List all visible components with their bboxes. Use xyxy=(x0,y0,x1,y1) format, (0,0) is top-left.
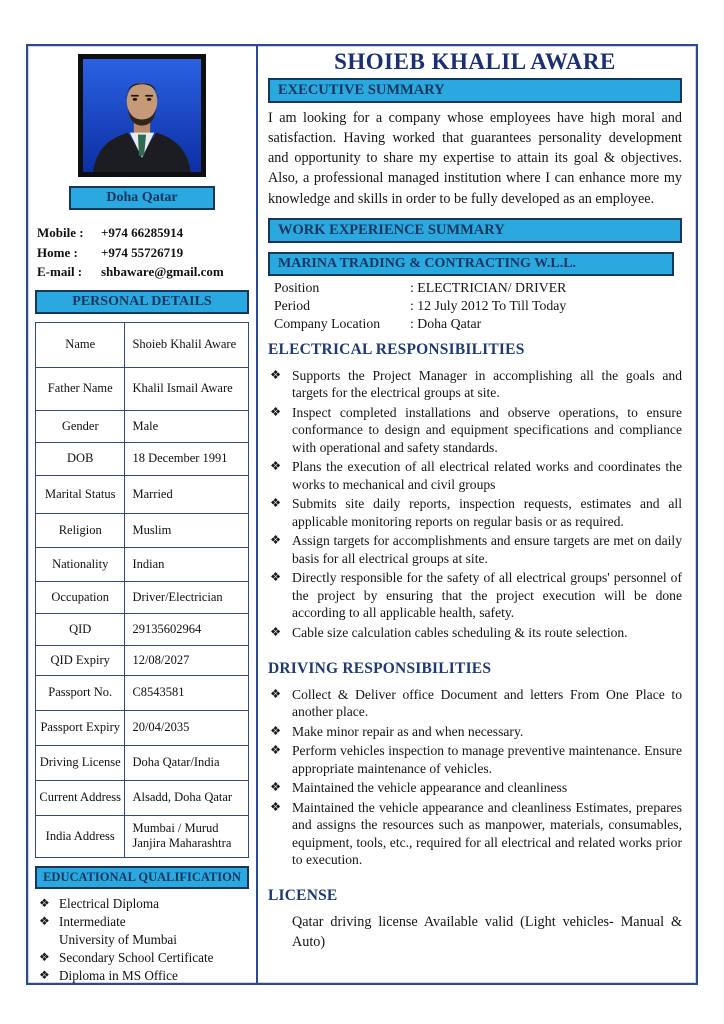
education-item: Intermediate xyxy=(59,913,126,929)
responsibility-text: Perform vehicles inspection to manage preventive maintenance. Ensure appropriate maintenance of vehicles. xyxy=(292,743,682,776)
contact-home xyxy=(37,243,251,263)
diamond-bullet-icon: ❖ xyxy=(39,895,50,910)
left-column xyxy=(28,46,258,983)
personal-details-table xyxy=(35,322,249,858)
education-item: Electrical Diploma xyxy=(59,895,159,911)
detail-value: 12/08/2027 xyxy=(125,645,249,675)
field-value: : Doha Qatar xyxy=(410,315,482,331)
responsibility-item xyxy=(268,742,682,777)
table-row xyxy=(36,410,249,442)
detail-label: Passport Expiry xyxy=(36,710,125,745)
table-row xyxy=(36,475,249,513)
detail-value: Alsadd, Doha Qatar xyxy=(125,780,249,815)
responsibility-item xyxy=(268,686,682,721)
responsibility-text: Supports the Project Manager in accomplishing all the goals and targets for the electrical groups at site. xyxy=(292,367,682,401)
portrait-illustration xyxy=(83,59,201,172)
field-label: Company Location xyxy=(274,315,381,331)
education-item: Secondary School Certificate xyxy=(59,950,214,966)
detail-label: Nationality xyxy=(36,547,125,581)
electrical-responsibilities-list xyxy=(268,367,682,642)
detail-label: Current Address xyxy=(36,780,125,815)
detail-label: Religion xyxy=(36,513,125,547)
responsibility-item xyxy=(268,723,682,741)
diamond-bullet-icon: ❖ xyxy=(270,459,282,474)
responsibility-item xyxy=(268,799,682,869)
detail-label: Passport No. xyxy=(36,675,125,710)
field-label: Position xyxy=(274,279,320,295)
responsibility-text: Maintained the vehicle appearance and cleanliness Estimates, prepares and assigns the resources such as manpower, materials, consumables, equipment, tools, etc., required for all electrical and related works prior to execution. xyxy=(292,799,682,868)
list-item xyxy=(39,931,251,949)
detail-label: Occupation xyxy=(36,581,125,613)
diamond-bullet-icon: ❖ xyxy=(270,533,282,548)
detail-label: India Address xyxy=(36,815,125,857)
field-period xyxy=(274,297,682,315)
driving-responsibilities-heading: DRIVING RESPONSIBILITIES xyxy=(268,659,492,677)
detail-label: Gender xyxy=(36,410,125,442)
table-row xyxy=(36,645,249,675)
detail-value: 29135602964 xyxy=(125,613,249,645)
diamond-bullet-icon: ❖ xyxy=(270,686,282,701)
contact-email xyxy=(37,262,251,282)
detail-label: Driving License xyxy=(36,745,125,780)
detail-value: Muslim xyxy=(125,513,249,547)
field-location xyxy=(274,315,682,333)
company-heading: MARINA TRADING & CONTRACTING W.L.L. xyxy=(268,252,674,276)
contact-mobile xyxy=(37,223,251,243)
table-row xyxy=(36,780,249,815)
detail-value: Indian xyxy=(125,547,249,581)
responsibility-text: Plans the execution of all electrical related works and coordinates the works to mechanical and civil groups xyxy=(292,459,682,492)
diamond-bullet-icon: ❖ xyxy=(270,496,282,511)
table-row xyxy=(36,322,249,367)
education-list xyxy=(33,895,251,984)
responsibility-item xyxy=(268,495,682,530)
list-item xyxy=(39,949,251,967)
detail-label: QID Expiry xyxy=(36,645,125,675)
table-row xyxy=(36,367,249,410)
table-row xyxy=(36,442,249,475)
detail-value: Doha Qatar/India xyxy=(125,745,249,780)
location-badge: Doha Qatar xyxy=(69,186,215,210)
responsibility-item xyxy=(268,779,682,797)
diamond-bullet-icon: ❖ xyxy=(270,570,282,585)
detail-value: 20/04/2035 xyxy=(125,710,249,745)
list-item xyxy=(39,895,251,913)
table-row xyxy=(36,675,249,710)
diamond-bullet-icon: ❖ xyxy=(270,624,282,639)
contact-mobile-label: Mobile : xyxy=(37,225,84,240)
job-fields xyxy=(274,279,682,333)
detail-value: 18 December 1991 xyxy=(125,442,249,475)
education-heading: EDUCATIONAL QUALIFICATION xyxy=(35,866,249,889)
contact-home-value: +974 55726719 xyxy=(101,244,184,260)
detail-label: Father Name xyxy=(36,367,125,410)
responsibility-item xyxy=(268,404,682,457)
responsibility-text: Make minor repair as and when necessary. xyxy=(292,723,524,739)
portrait-photo xyxy=(78,54,206,177)
contact-block xyxy=(33,223,251,290)
executive-summary-text: I am looking for a company whose employees have high moral and satisfaction. Having worked that guarantees personality development and opportunity to share my expertise to attain its goal & objectives. Also, a professional managed institution where I can enhance more my knowledge and skills in order to be fully developed as an employee. xyxy=(268,110,682,207)
electrical-responsibilities-heading: ELECTRICAL RESPONSIBILITIES xyxy=(268,340,525,358)
field-value: : ELECTRICIAN/ DRIVER xyxy=(410,279,567,295)
diamond-bullet-icon: ❖ xyxy=(270,404,282,419)
education-item: Diploma in MS Office xyxy=(59,968,178,983)
detail-label: Marital Status xyxy=(36,475,125,513)
detail-value: Shoieb Khalil Aware xyxy=(125,322,249,367)
diamond-bullet-icon: ❖ xyxy=(39,950,50,965)
contact-mobile-value: +974 66285914 xyxy=(101,225,184,240)
diamond-bullet-icon: ❖ xyxy=(39,968,50,983)
diamond-bullet-icon: ❖ xyxy=(270,799,282,814)
license-heading: LICENSE xyxy=(268,886,338,904)
responsibility-text: Cable size calculation cables scheduling & its route selection. xyxy=(292,624,628,640)
diamond-bullet-icon: ❖ xyxy=(39,913,50,928)
page-title: SHOIEB KHALIL AWARE xyxy=(334,49,616,74)
field-label: Period xyxy=(274,297,311,313)
detail-label: DOB xyxy=(36,442,125,475)
table-row xyxy=(36,815,249,857)
diamond-bullet-icon: ❖ xyxy=(270,743,282,758)
responsibility-item xyxy=(268,624,682,642)
diamond-bullet-icon: ❖ xyxy=(270,367,282,382)
table-row xyxy=(36,613,249,645)
responsibility-text: Submits site daily reports, inspection requests, estimates and all applicable monitoring reports on regular basis or as required. xyxy=(292,496,682,529)
driving-responsibilities-list xyxy=(268,686,682,869)
detail-value: Driver/Electrician xyxy=(125,581,249,613)
right-column xyxy=(258,46,696,983)
executive-summary-heading: EXECUTIVE SUMMARY xyxy=(268,78,682,103)
education-item: University of Mumbai xyxy=(59,931,177,947)
responsibility-text: Inspect completed installations and observe operations, to ensure conformance to design and equipment specifications and compliance with operational and safety standards. xyxy=(292,404,682,455)
responsibility-item xyxy=(268,569,682,622)
work-experience-heading: WORK EXPERIENCE SUMMARY xyxy=(268,218,682,243)
detail-value: C8543581 xyxy=(125,675,249,710)
field-value: : 12 July 2012 To Till Today xyxy=(410,297,567,313)
diamond-bullet-icon: ❖ xyxy=(270,723,282,738)
table-row xyxy=(36,547,249,581)
bullet-spacer xyxy=(39,931,59,949)
resume-document xyxy=(26,44,698,985)
detail-label: QID xyxy=(36,613,125,645)
detail-value: Male xyxy=(125,410,249,442)
responsibility-text: Assign targets for accomplishments and ensure targets are met on daily basis for all electrical groups at site. xyxy=(292,533,682,566)
responsibility-text: Maintained the vehicle appearance and cleanliness xyxy=(292,780,568,796)
contact-email-value: shbaware@gmail.com xyxy=(101,264,224,279)
table-row xyxy=(36,710,249,745)
table-row xyxy=(36,513,249,547)
diamond-bullet-icon: ❖ xyxy=(270,780,282,795)
contact-home-label: Home : xyxy=(37,244,78,260)
responsibility-text: Collect & Deliver office Document and letters From One Place to another place. xyxy=(292,686,682,720)
responsibility-item xyxy=(268,458,682,493)
license-text: Qatar driving license Available valid (Light vehicles- Manual & Auto) xyxy=(292,913,682,950)
responsibility-item xyxy=(268,367,682,402)
responsibility-item xyxy=(268,532,682,567)
personal-details-heading: PERSONAL DETAILS xyxy=(35,290,249,314)
field-position xyxy=(274,279,682,297)
detail-value: Mumbai / Murud Janjira Maharashtra xyxy=(125,815,249,857)
table-row xyxy=(36,581,249,613)
table-row xyxy=(36,745,249,780)
detail-label: Name xyxy=(36,322,125,367)
detail-value: Married xyxy=(125,475,249,513)
list-item xyxy=(39,913,251,931)
contact-email-label: E-mail : xyxy=(37,264,83,279)
list-item xyxy=(39,967,251,983)
responsibility-text: Directly responsible for the safety of all electrical groups' personnel of the project by ensuring that the project execution will be done according to all applicable health, safety. xyxy=(292,570,682,621)
detail-value: Khalil Ismail Aware xyxy=(125,367,249,410)
